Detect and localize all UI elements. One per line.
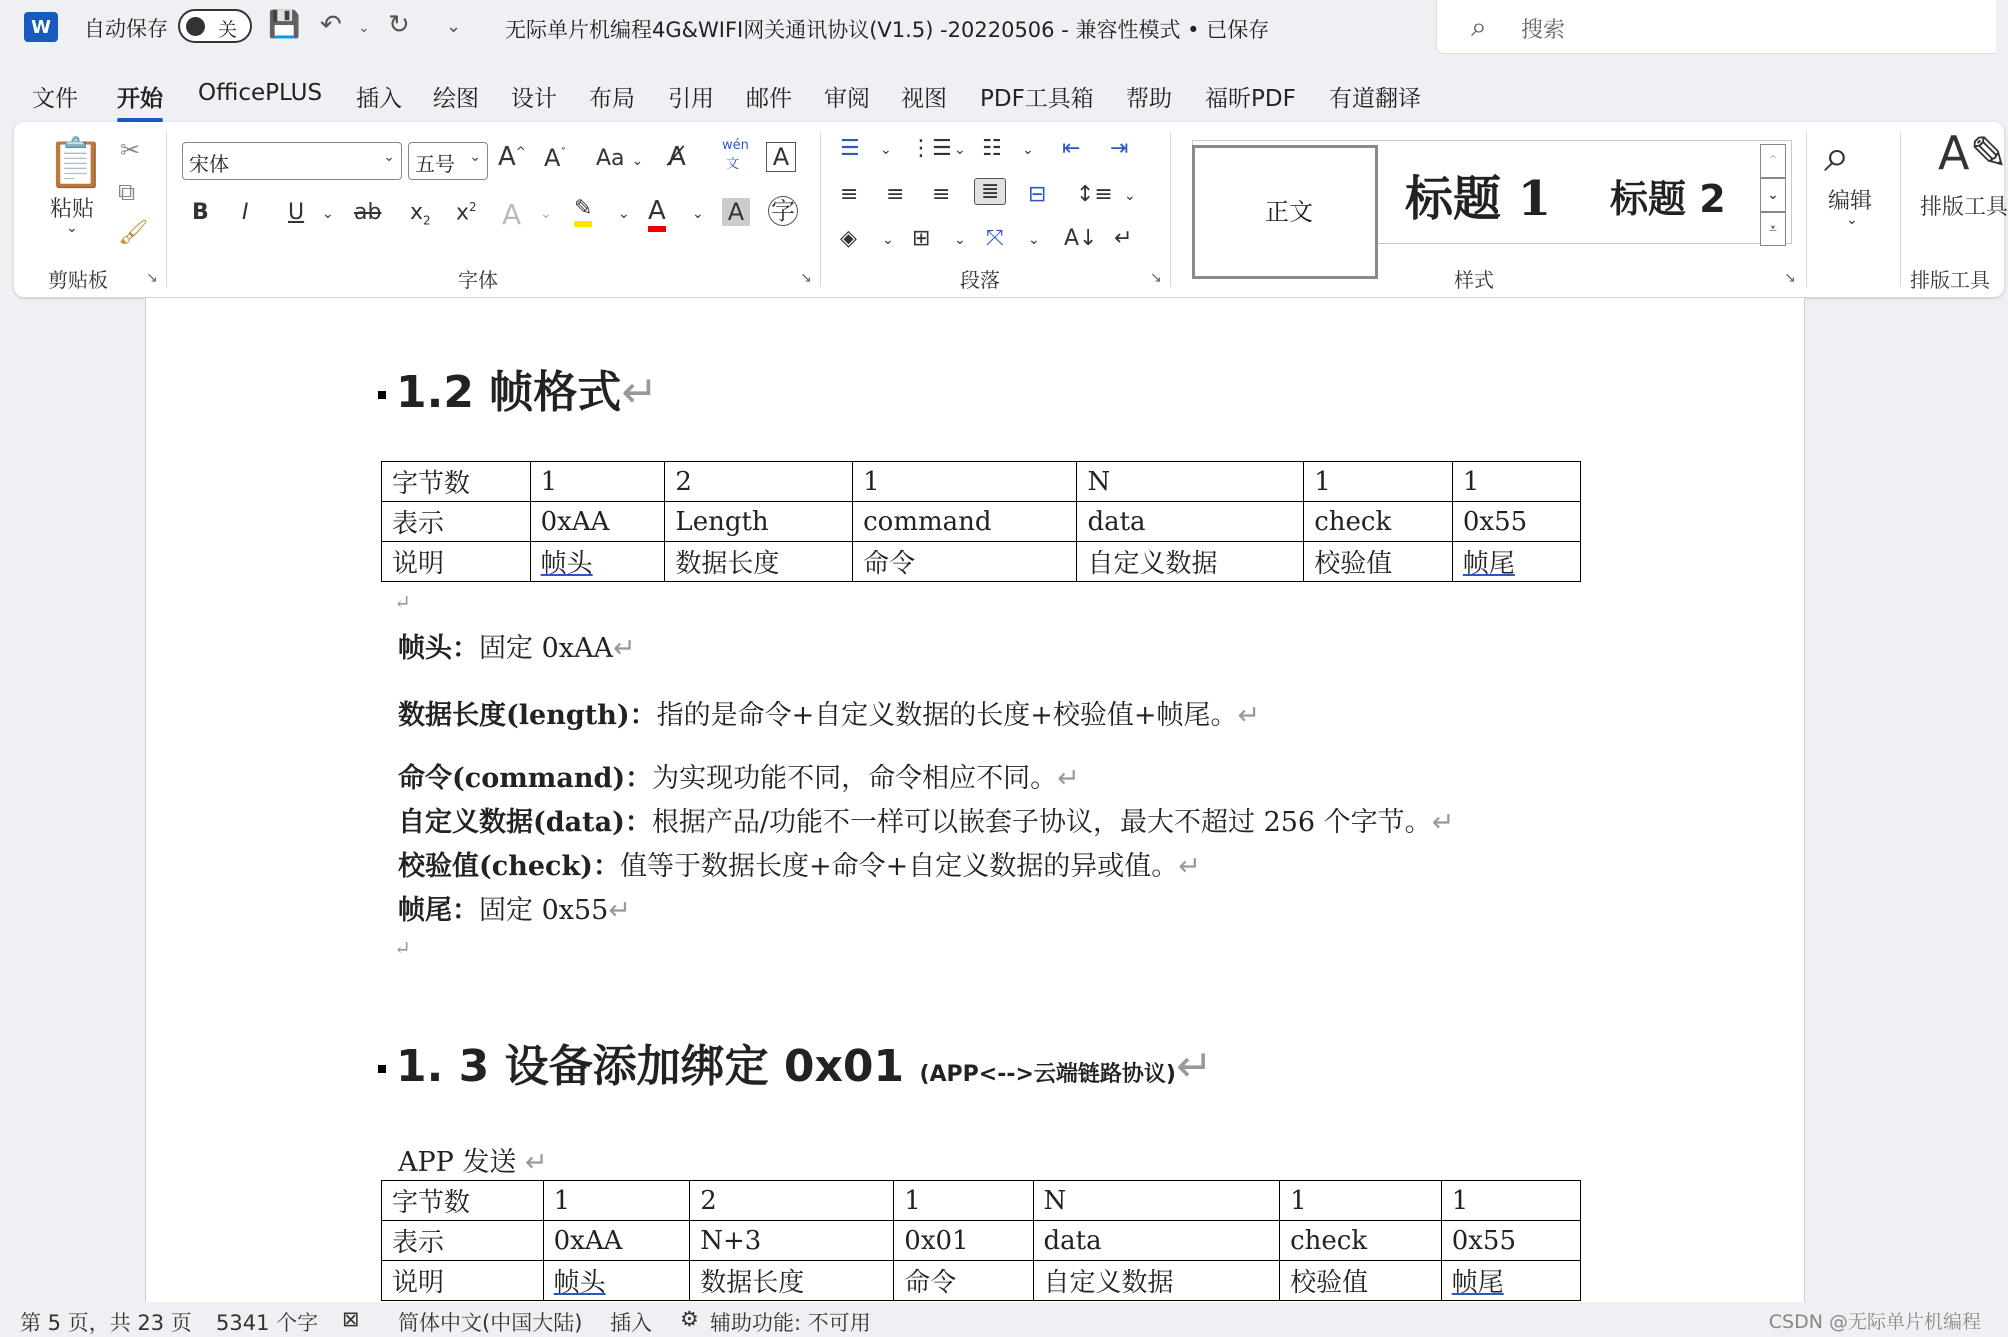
- layout-tool-group-label: 排版工具: [1910, 268, 1990, 292]
- superscript-icon[interactable]: $x^2$: [456, 200, 477, 226]
- sort-icon[interactable]: A↓: [1064, 226, 1098, 251]
- watermark: CSDN @无际单片机编程: [1768, 1311, 1981, 1333]
- table-cell: 1: [1441, 1181, 1580, 1221]
- table-row: [382, 502, 1581, 542]
- multilevel-dropdown-icon[interactable]: ⌄: [1022, 142, 1034, 158]
- paste-label[interactable]: 粘贴: [50, 197, 95, 222]
- heading-1-3-note: (APP<-->云端链路协议): [919, 1062, 1176, 1087]
- table-cell: 2: [665, 462, 853, 502]
- table-row: [382, 1261, 1581, 1301]
- table-cell: 1: [1452, 462, 1580, 502]
- clipboard-group-label: 剪贴板: [48, 268, 108, 292]
- distributed-icon[interactable]: ⊟: [1028, 182, 1047, 207]
- phonetic-guide-label: wén: [722, 138, 749, 153]
- table-row: [382, 542, 1581, 582]
- tab-mailings[interactable]: 邮件: [746, 86, 792, 112]
- style-heading-2[interactable]: 标题 2: [1610, 177, 1726, 221]
- font-size-combo[interactable]: [408, 142, 488, 180]
- separator: [1900, 132, 1901, 287]
- app-send-label: APP 发送 ↵: [398, 1147, 548, 1178]
- word-app-icon: W: [24, 12, 58, 42]
- borders-dropdown-icon[interactable]: ⌄: [954, 232, 966, 248]
- table-cell: 帧尾: [1452, 542, 1580, 582]
- copy-icon[interactable]: ⧉: [118, 178, 136, 206]
- desc-frame-head: 帧头：固定 0xAA↵: [398, 633, 636, 664]
- bold-icon[interactable]: B: [192, 200, 209, 225]
- table-cell: 0xAA: [530, 502, 665, 542]
- table-cell: 0x55: [1452, 502, 1580, 542]
- paste-icon[interactable]: 📋: [46, 135, 106, 191]
- table-cell: 帧尾: [1441, 1261, 1580, 1301]
- desc-command: 命令(command)：为实现功能不同，命令相应不同。↵: [398, 763, 1080, 794]
- styles-group-label: 样式: [1454, 268, 1494, 292]
- line-spacing-icon[interactable]: ↕≡: [1076, 182, 1113, 207]
- italic-icon[interactable]: I: [242, 200, 249, 225]
- frame-format-table: [381, 461, 1581, 582]
- autosave-state: 关: [218, 19, 238, 41]
- table-row: [382, 1181, 1581, 1221]
- table-cell: Length: [665, 502, 853, 542]
- table-cell: 1: [530, 462, 665, 502]
- tab-layout[interactable]: 布局: [589, 86, 635, 112]
- tab-foxit-pdf[interactable]: 福昕PDF: [1205, 86, 1296, 112]
- ribbon-tabs: [0, 70, 1991, 120]
- table-cell: 数据长度: [665, 542, 853, 582]
- table-cell: 自定义数据: [1033, 1261, 1280, 1301]
- table-cell: N: [1033, 1181, 1280, 1221]
- search-placeholder: 搜索: [1521, 18, 1566, 43]
- strikethrough-icon[interactable]: ab: [354, 200, 382, 225]
- table-cell: 校验值: [1280, 1261, 1442, 1301]
- table-cell: 校验值: [1304, 542, 1453, 582]
- clear-format-icon[interactable]: A̸: [668, 142, 686, 172]
- find-icon[interactable]: ⌕: [1824, 128, 1850, 182]
- tab-help[interactable]: 帮助: [1126, 86, 1172, 112]
- redo-icon[interactable]: ↻: [388, 10, 410, 40]
- shading-icon[interactable]: ◈: [840, 226, 857, 251]
- paste-dropdown-icon[interactable]: ⌄: [66, 220, 78, 236]
- table-cell: 帧头: [530, 542, 665, 582]
- app-send-table: [381, 1180, 1581, 1301]
- document-title: 无际单片机编程4G&WIFI网关通讯协议(V1.5) -20220506 - 兼容性模式 • 已保存: [505, 18, 1270, 42]
- desc-data: 自定义数据(data)：根据产品/功能不一样可以嵌套子协议，最大不超过 256 个字节。↵: [398, 807, 1455, 838]
- tab-references[interactable]: 引用: [668, 86, 714, 112]
- borders-icon[interactable]: ⊞: [912, 226, 931, 251]
- autosave-label: 自动保存: [84, 17, 168, 41]
- editing-label[interactable]: 编辑: [1828, 189, 1873, 214]
- align-center-icon[interactable]: ≡: [886, 182, 905, 207]
- font-group-label: 字体: [458, 268, 498, 292]
- subscript-icon[interactable]: $x_2$: [410, 200, 431, 228]
- separator: [820, 132, 821, 287]
- format-painter-icon[interactable]: 🖌: [118, 218, 149, 246]
- insert-mode[interactable]: 插入: [610, 1311, 652, 1335]
- table-cell: data: [1077, 502, 1304, 542]
- font-color-icon[interactable]: A: [648, 196, 666, 232]
- table-cell: 命令: [853, 542, 1077, 582]
- table-cell: 表示: [382, 1221, 544, 1261]
- toggle-knob: [186, 17, 205, 36]
- desc-frame-tail: 帧尾：固定 0x55↵: [398, 895, 631, 926]
- desc-check: 校验值(check)：值等于数据长度+命令+自定义数据的异或值。↵: [398, 851, 1201, 882]
- shrink-font-icon[interactable]: $A^ˇ$: [544, 144, 567, 172]
- tab-draw[interactable]: 绘图: [433, 86, 479, 112]
- table-cell: 字节数: [382, 1181, 544, 1221]
- change-case-label: Aa: [596, 146, 625, 171]
- font-name-combo[interactable]: [182, 142, 402, 180]
- font-color-dropdown-icon[interactable]: ⌄: [692, 206, 704, 222]
- autosave-toggle[interactable]: [178, 9, 252, 43]
- numbering-icon[interactable]: ⋮☰: [910, 136, 952, 161]
- heading-1-3: 1. 3 设备添加绑定 0x01 (APP<-->云端链路协议)↵: [378, 1030, 1213, 1094]
- chevron-down-icon: ⌄: [383, 149, 395, 165]
- undo-dropdown-icon[interactable]: ⌄: [358, 20, 370, 36]
- table-cell: 表示: [382, 502, 531, 542]
- status-bar: [0, 1302, 1991, 1337]
- table-cell: data: [1033, 1221, 1280, 1261]
- language-indicator[interactable]: 简体中文(中国大陆): [398, 1311, 583, 1335]
- table-cell: N+3: [690, 1221, 894, 1261]
- grow-font-icon[interactable]: A^: [498, 142, 526, 172]
- styles-launcher-icon[interactable]: ↘: [1784, 270, 1796, 286]
- highlight-icon[interactable]: ✎: [574, 196, 592, 227]
- styles-scroll-up-icon[interactable]: ⌃: [1760, 144, 1786, 178]
- heading-bullet: [378, 1065, 386, 1073]
- styles-expand-icon[interactable]: ⩡: [1760, 212, 1786, 246]
- table-cell: 字节数: [382, 462, 531, 502]
- cut-icon[interactable]: ✂: [120, 136, 141, 164]
- accessibility-status[interactable]: 辅助功能: 不可用: [710, 1311, 871, 1335]
- table-cell: check: [1304, 502, 1453, 542]
- character-shading-icon[interactable]: A: [722, 198, 750, 226]
- multilevel-list-icon[interactable]: ☷: [982, 136, 1002, 161]
- table-cell: 说明: [382, 542, 531, 582]
- table-cell: 1: [1280, 1181, 1442, 1221]
- justify-icon[interactable]: ≣: [974, 178, 1006, 205]
- style-normal-label: 正文: [1265, 198, 1313, 226]
- empty-paragraph-mark: ↵: [394, 590, 411, 614]
- tab-insert[interactable]: 插入: [356, 86, 402, 112]
- table-cell: 命令: [894, 1261, 1033, 1301]
- increase-indent-icon[interactable]: ⇥: [1110, 136, 1129, 161]
- layout-tool-label[interactable]: 排版工具: [1920, 195, 2008, 220]
- table-cell: 0x01: [894, 1221, 1033, 1261]
- table-row: [382, 462, 1581, 502]
- editing-dropdown-icon[interactable]: ⌄: [1846, 212, 1858, 228]
- separator: [1806, 132, 1807, 287]
- search-icon: ⌕: [1471, 10, 1487, 43]
- table-cell: check: [1280, 1221, 1442, 1261]
- proofing-icon[interactable]: ⊠: [342, 1307, 360, 1331]
- heading-1-2-text: 1.2 帧格式: [396, 367, 622, 418]
- table-cell: 数据长度: [690, 1261, 894, 1301]
- table-cell: 自定义数据: [1077, 542, 1304, 582]
- font-launcher-icon[interactable]: ↘: [800, 270, 812, 286]
- separator: [1170, 132, 1171, 287]
- heading-1-2: 1.2 帧格式↵: [378, 356, 658, 420]
- tab-pdf-toolbox[interactable]: PDF工具箱: [980, 86, 1094, 112]
- table-cell: 1: [894, 1181, 1033, 1221]
- word-count[interactable]: 5341 个字: [216, 1311, 319, 1335]
- show-marks-icon[interactable]: ↵: [1114, 226, 1133, 251]
- desc-length: 数据长度(length)：指的是命令+自定义数据的长度+校验值+帧尾。↵: [398, 700, 1261, 731]
- highlight-dropdown-icon[interactable]: ⌄: [618, 206, 630, 222]
- table-cell: 1: [853, 462, 1077, 502]
- undo-icon[interactable]: ↶: [320, 10, 342, 40]
- decrease-indent-icon[interactable]: ⇤: [1062, 136, 1081, 161]
- underline-dropdown-icon[interactable]: ⌄: [322, 206, 334, 222]
- enclose-characters-icon[interactable]: 字: [768, 196, 798, 226]
- accessibility-icon[interactable]: ⚙: [680, 1307, 699, 1331]
- text-effects-dropdown-icon[interactable]: ⌄: [540, 206, 552, 222]
- tab-youdao-translate[interactable]: 有道翻译: [1329, 86, 1421, 112]
- change-case-button[interactable]: Aa ⌄: [596, 146, 644, 171]
- separator: [166, 132, 167, 287]
- tab-view[interactable]: 视图: [901, 86, 947, 112]
- style-normal[interactable]: [1192, 145, 1378, 279]
- chevron-down-icon: ⌄: [469, 149, 481, 165]
- line-spacing-dropdown-icon[interactable]: ⌄: [1124, 188, 1136, 204]
- numbering-dropdown-icon[interactable]: ⌄: [954, 142, 966, 158]
- table-cell: 2: [690, 1181, 894, 1221]
- heading-1-3-text: 1. 3 设备添加绑定 0x01: [396, 1041, 905, 1092]
- table-cell: 1: [1304, 462, 1453, 502]
- chinese-layout-icon[interactable]: ⤧: [986, 226, 1004, 251]
- align-right-icon[interactable]: ≡: [932, 182, 951, 207]
- bullets-dropdown-icon[interactable]: ⌄: [880, 142, 892, 158]
- save-icon[interactable]: 💾: [268, 10, 301, 40]
- text-effects-icon[interactable]: A: [502, 198, 522, 231]
- chinese-layout-dropdown-icon[interactable]: ⌄: [1028, 232, 1040, 248]
- table-cell: 说明: [382, 1261, 544, 1301]
- phonetic-guide-icon[interactable]: wén 文: [722, 138, 749, 172]
- table-cell: 帧头: [543, 1261, 690, 1301]
- font-size-value: 五号: [415, 152, 455, 176]
- customize-toolbar-icon[interactable]: ⌄: [446, 16, 462, 37]
- clipboard-launcher-icon[interactable]: ↘: [146, 270, 158, 286]
- style-heading-1[interactable]: 标题 1: [1405, 171, 1552, 227]
- title-bar: [0, 0, 1991, 54]
- page-info[interactable]: 第 5 页，共 23 页: [20, 1311, 192, 1335]
- character-border-icon[interactable]: A: [766, 142, 796, 172]
- table-cell: 0xAA: [543, 1221, 690, 1261]
- paragraph-launcher-icon[interactable]: ↘: [1150, 270, 1162, 286]
- shading-dropdown-icon[interactable]: ⌄: [882, 232, 894, 248]
- document-page[interactable]: [145, 298, 1805, 1302]
- tab-design[interactable]: 设计: [511, 86, 557, 112]
- font-name-value: 宋体: [189, 152, 229, 176]
- tab-review[interactable]: 审阅: [824, 86, 870, 112]
- tab-home[interactable]: 开始: [117, 80, 163, 113]
- empty-paragraph-mark: ↵: [394, 936, 411, 960]
- search-box[interactable]: [1436, 0, 1996, 54]
- styles-scroll-down-icon[interactable]: ⌄: [1760, 178, 1786, 212]
- table-row: [382, 1221, 1581, 1261]
- align-left-icon[interactable]: ≡: [840, 182, 859, 207]
- table-cell: command: [853, 502, 1077, 542]
- heading-bullet: [378, 391, 386, 399]
- table-cell: 0x55: [1441, 1221, 1580, 1261]
- table-cell: 1: [543, 1181, 690, 1221]
- paragraph-group-label: 段落: [960, 268, 1000, 292]
- table-cell: N: [1077, 462, 1304, 502]
- tab-file[interactable]: 文件: [32, 86, 78, 112]
- underline-icon[interactable]: U: [288, 200, 305, 225]
- tab-officeplus[interactable]: OfficePLUS: [198, 80, 323, 106]
- layout-tool-icon[interactable]: A✎: [1938, 126, 2008, 180]
- bullets-icon[interactable]: ☰: [840, 136, 860, 161]
